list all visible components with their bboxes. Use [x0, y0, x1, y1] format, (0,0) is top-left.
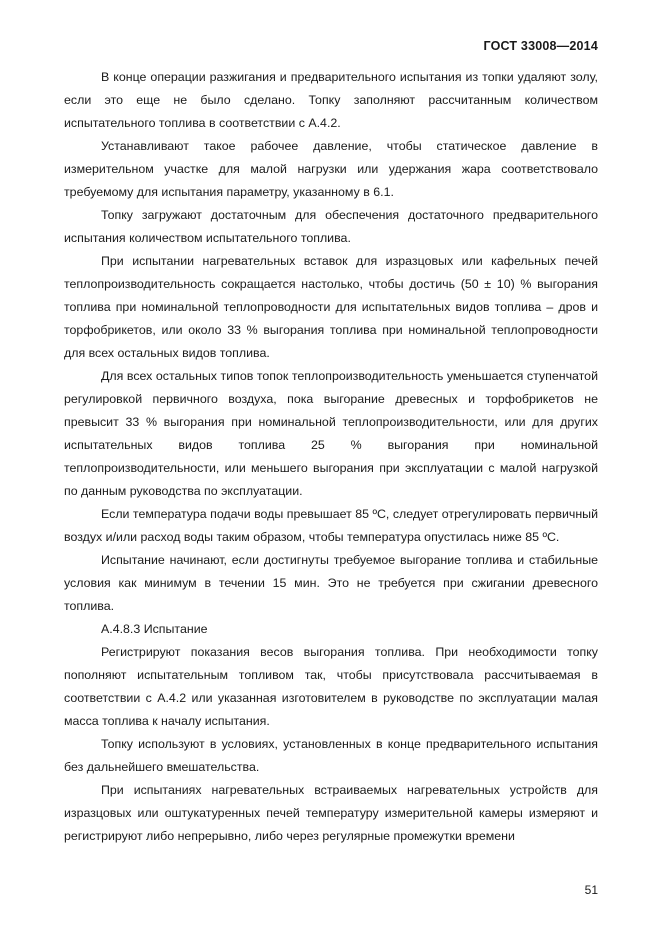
paragraph-water-temperature: Если температура подачи воды превышает 85 ºС, следует отрегулировать первичный воздух и/или расход воды таким образом, чтобы температура опустилась ниже 85 ºС. [64, 507, 598, 544]
paragraph-measurement-chamber: При испытаниях нагревательных встраиваемых нагревательных устройств для изразцовых или оштукатуренных печей температуру измерительной камеры измеряют и регистрируют либо непрерывно, либо через регулярные промежутки времени [64, 783, 598, 843]
section-heading-a483: А.4.8.3 Испытание [101, 622, 208, 636]
paragraph-working-pressure: Устанавливают такое рабочее давление, чтобы статическое давление в измерительном участке для малой нагрузки или удержания жара соответствовало требуемому для испытания параметру, указанному в 6.1. [64, 139, 598, 199]
paragraph-ash-removal: В конце операции разжигания и предварительного испытания из топки удаляют золу, если это еще не было сделано. Топку заполняют рассчитанным количеством испытательного топлива в соответствии с А.4.2. [64, 70, 598, 130]
paragraph-test-start: Испытание начинают, если достигнуты требуемое выгорание топлива и стабильные условия как минимум в течении 15 мин. Это не требуется при сжигании древесного топлива. [64, 553, 598, 613]
page-number: 51 [584, 883, 598, 897]
paragraph-other-firebox-types: Для всех остальных типов топок теплопроизводительность уменьшается ступенчатой регулировкой первичного воздуха, пока выгорание древесных и торфобрикетов не превысит 33 % выгорания при номинальной теплопроизводительности, или для других испытательных видов топлива 25 % выгорания при номинальной теплопроизводительности, или меньшего выгорания при эксплуатации с малой нагрузкой по данным руководства по эксплуатации. [64, 369, 598, 498]
standard-code-header: ГОСТ 33008—2014 [483, 39, 598, 53]
paragraph-scale-readings: Регистрируют показания весов выгорания топлива. При необходимости топку пополняют испытательным топливом так, чтобы присутствовала рассчитываемая в соответствии с А.4.2 или указанная изготовителем в руководстве по эксплуатации малая масса топлива к началу испытания. [64, 645, 598, 728]
paragraph-firebox-conditions: Топку используют в условиях, установленных в конце предварительного испытания без дальнейшего вмешательства. [64, 737, 598, 774]
paragraph-fuel-loading: Топку загружают достаточным для обеспечения достаточного предварительного испытания количеством испытательного топлива. [64, 208, 598, 245]
paragraph-heating-inserts: При испытании нагревательных вставок для изразцовых или кафельных печей теплопроизводительность сокращается настолько, чтобы достичь (50 ± 10) % выгорания топлива при номинальной теплопроводности для испытательных видов топлива – дров и торфобрикетов, или около 33 % выгорания топлива при номинальной теплопроводности для всех остальных видов топлива. [64, 254, 598, 360]
document-body [64, 66, 598, 848]
